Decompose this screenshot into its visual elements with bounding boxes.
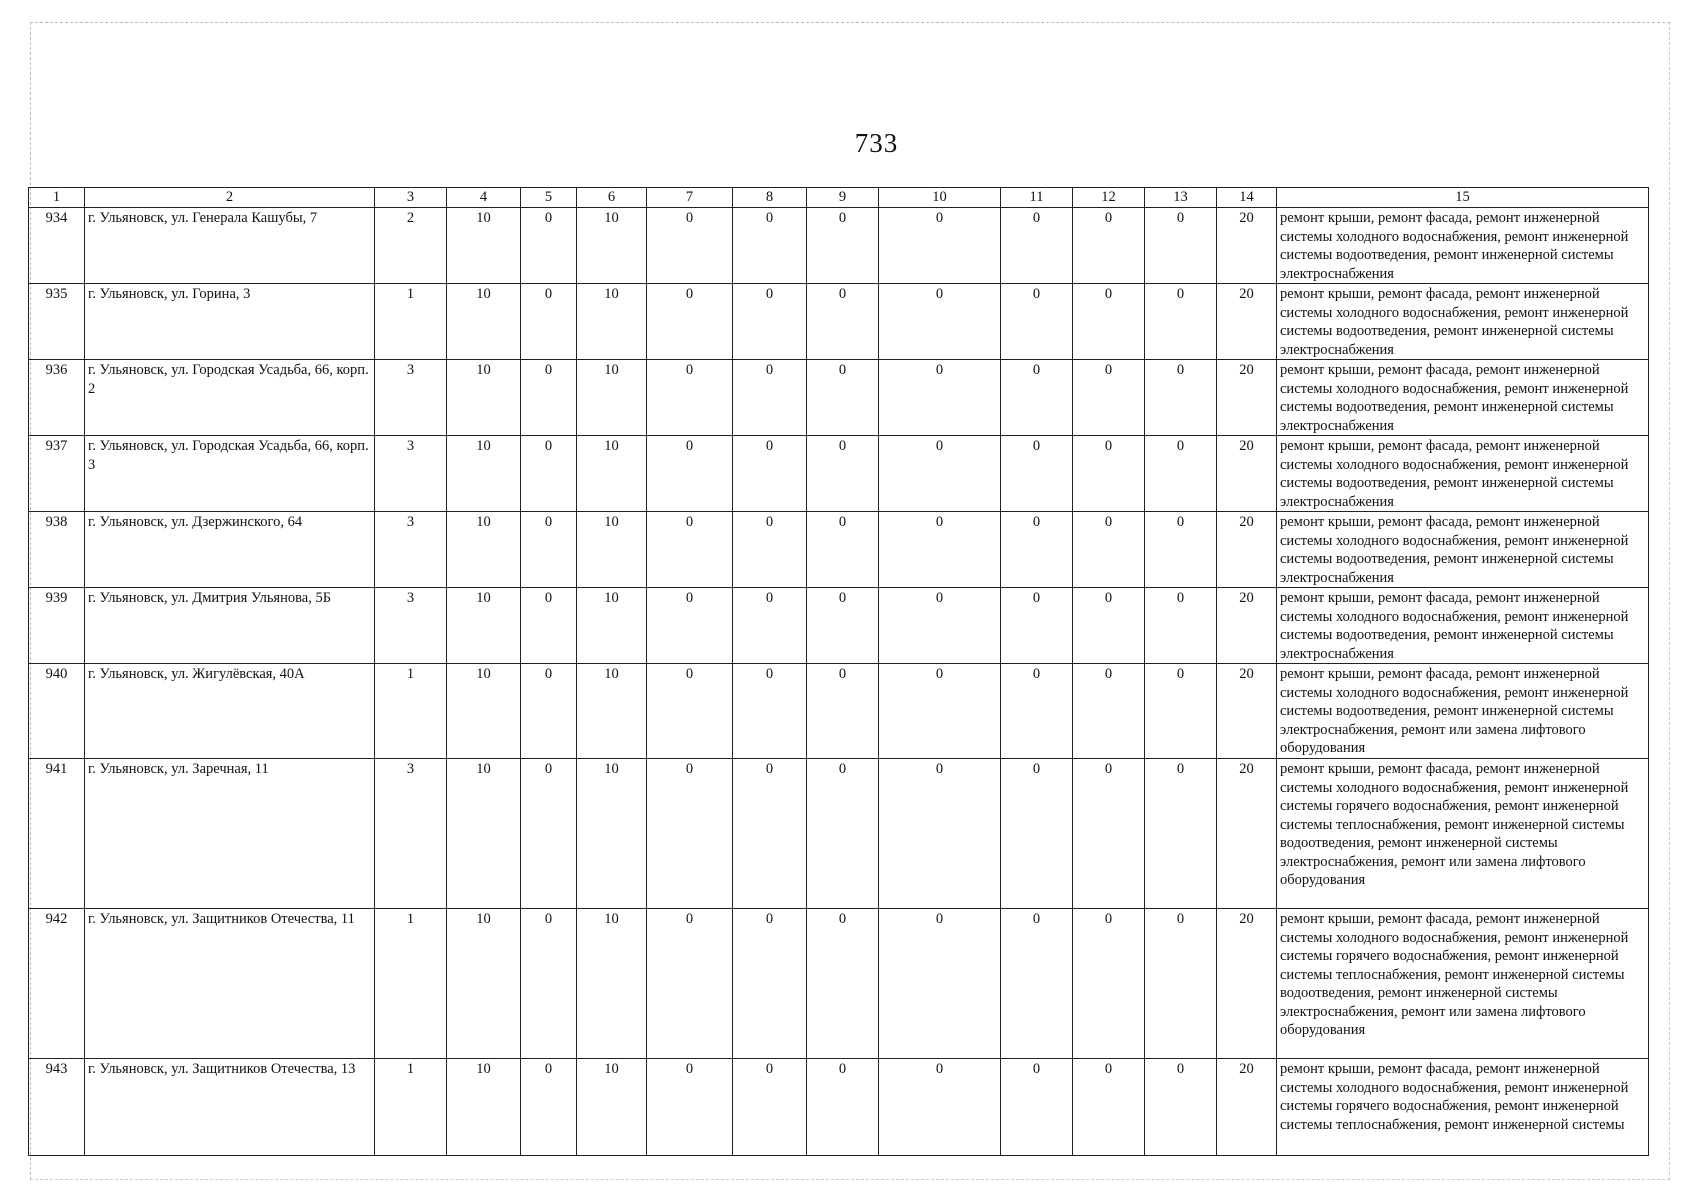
value-cell-10: 0: [879, 436, 1001, 512]
table-row: [29, 284, 1649, 360]
value-cell-9: 0: [807, 1059, 879, 1156]
row-number-cell: 936: [29, 360, 85, 436]
value-cell-9: 0: [807, 664, 879, 759]
value-cell-14: 20: [1217, 208, 1277, 284]
value-cell-14: 20: [1217, 436, 1277, 512]
value-cell-3: 1: [375, 664, 447, 759]
header-col-9: 9: [807, 188, 879, 208]
value-cell-4: 10: [447, 664, 521, 759]
table-row: [29, 588, 1649, 664]
value-cell-11: 0: [1001, 512, 1073, 588]
value-cell-3: 1: [375, 284, 447, 360]
repair-program-table: [28, 187, 1649, 1156]
value-cell-8: 0: [733, 1059, 807, 1156]
value-cell-4: 10: [447, 208, 521, 284]
address-cell: г. Ульяновск, ул. Городская Усадьба, 66, корп. 2: [85, 360, 375, 436]
value-cell-7: 0: [647, 208, 733, 284]
value-cell-9: 0: [807, 588, 879, 664]
value-cell-3: 1: [375, 1059, 447, 1156]
value-cell-11: 0: [1001, 664, 1073, 759]
value-cell-9: 0: [807, 436, 879, 512]
value-cell-11: 0: [1001, 436, 1073, 512]
value-cell-5: 0: [521, 512, 577, 588]
works-cell: ремонт крыши, ремонт фасада, ремонт инженерной системы холодного водоснабжения, ремонт инженерной системы водоотведения, ремонт инженерной системы электроснабжения: [1277, 588, 1649, 664]
value-cell-4: 10: [447, 284, 521, 360]
works-cell: ремонт крыши, ремонт фасада, ремонт инженерной системы холодного водоснабжения, ремонт инженерной системы водоотведения, ремонт инженерной системы электроснабжения: [1277, 360, 1649, 436]
value-cell-13: 0: [1145, 284, 1217, 360]
value-cell-13: 0: [1145, 664, 1217, 759]
value-cell-9: 0: [807, 360, 879, 436]
header-col-5: 5: [521, 188, 577, 208]
value-cell-4: 10: [447, 759, 521, 909]
value-cell-12: 0: [1073, 512, 1145, 588]
value-cell-7: 0: [647, 360, 733, 436]
value-cell-12: 0: [1073, 360, 1145, 436]
value-cell-14: 20: [1217, 759, 1277, 909]
table-row: [29, 664, 1649, 759]
value-cell-10: 0: [879, 909, 1001, 1059]
address-cell: г. Ульяновск, ул. Дзержинского, 64: [85, 512, 375, 588]
works-cell: ремонт крыши, ремонт фасада, ремонт инженерной системы холодного водоснабжения, ремонт инженерной системы горячего водоснабжения, ремонт инженерной системы теплоснабжения, ремонт инженерной системы водоотведения, ремонт инженерной системы электроснабжения, ремонт или замена лифтового оборудования: [1277, 909, 1649, 1059]
header-col-3: 3: [375, 188, 447, 208]
value-cell-5: 0: [521, 664, 577, 759]
page-number: 733: [854, 128, 899, 158]
header-col-1: 1: [29, 188, 85, 208]
works-cell: ремонт крыши, ремонт фасада, ремонт инженерной системы холодного водоснабжения, ремонт инженерной системы водоотведения, ремонт инженерной системы электроснабжения: [1277, 512, 1649, 588]
row-number-cell: 943: [29, 1059, 85, 1156]
value-cell-12: 0: [1073, 664, 1145, 759]
value-cell-4: 10: [447, 909, 521, 1059]
table-row: [29, 436, 1649, 512]
value-cell-8: 0: [733, 436, 807, 512]
value-cell-12: 0: [1073, 588, 1145, 664]
value-cell-13: 0: [1145, 512, 1217, 588]
header-col-11: 11: [1001, 188, 1073, 208]
value-cell-6: 10: [577, 512, 647, 588]
address-cell: г. Ульяновск, ул. Дмитрия Ульянова, 5Б: [85, 588, 375, 664]
value-cell-11: 0: [1001, 208, 1073, 284]
value-cell-5: 0: [521, 284, 577, 360]
works-cell: ремонт крыши, ремонт фасада, ремонт инженерной системы холодного водоснабжения, ремонт инженерной системы горячего водоснабжения, ремонт инженерной системы теплоснабжения, ремонт инженерной системы водоотведения, ремонт инженерной системы электроснабжения, ремонт или замена лифтового оборудования: [1277, 759, 1649, 909]
value-cell-8: 0: [733, 664, 807, 759]
value-cell-6: 10: [577, 664, 647, 759]
value-cell-14: 20: [1217, 588, 1277, 664]
value-cell-11: 0: [1001, 284, 1073, 360]
table-row: [29, 1059, 1649, 1156]
value-cell-8: 0: [733, 284, 807, 360]
header-col-15: 15: [1277, 188, 1649, 208]
value-cell-7: 0: [647, 436, 733, 512]
value-cell-5: 0: [521, 360, 577, 436]
value-cell-5: 0: [521, 208, 577, 284]
value-cell-5: 0: [521, 436, 577, 512]
value-cell-10: 0: [879, 664, 1001, 759]
value-cell-5: 0: [521, 1059, 577, 1156]
value-cell-12: 0: [1073, 208, 1145, 284]
header-col-13: 13: [1145, 188, 1217, 208]
row-number-cell: 934: [29, 208, 85, 284]
value-cell-11: 0: [1001, 759, 1073, 909]
value-cell-10: 0: [879, 284, 1001, 360]
value-cell-12: 0: [1073, 284, 1145, 360]
value-cell-5: 0: [521, 759, 577, 909]
value-cell-4: 10: [447, 1059, 521, 1156]
value-cell-14: 20: [1217, 1059, 1277, 1156]
table-row: [29, 759, 1649, 909]
value-cell-10: 0: [879, 512, 1001, 588]
value-cell-3: 2: [375, 208, 447, 284]
value-cell-8: 0: [733, 360, 807, 436]
value-cell-4: 10: [447, 588, 521, 664]
header-col-4: 4: [447, 188, 521, 208]
value-cell-9: 0: [807, 208, 879, 284]
value-cell-14: 20: [1217, 909, 1277, 1059]
header-col-8: 8: [733, 188, 807, 208]
value-cell-13: 0: [1145, 588, 1217, 664]
value-cell-9: 0: [807, 512, 879, 588]
table-body: [29, 208, 1649, 1156]
address-cell: г. Ульяновск, ул. Генерала Кашубы, 7: [85, 208, 375, 284]
value-cell-5: 0: [521, 909, 577, 1059]
value-cell-14: 20: [1217, 284, 1277, 360]
row-number-cell: 935: [29, 284, 85, 360]
value-cell-4: 10: [447, 512, 521, 588]
address-cell: г. Ульяновск, ул. Жигулёвская, 40А: [85, 664, 375, 759]
address-cell: г. Ульяновск, ул. Защитников Отечества, 11: [85, 909, 375, 1059]
value-cell-12: 0: [1073, 436, 1145, 512]
value-cell-6: 10: [577, 1059, 647, 1156]
value-cell-9: 0: [807, 284, 879, 360]
value-cell-14: 20: [1217, 664, 1277, 759]
value-cell-6: 10: [577, 436, 647, 512]
value-cell-10: 0: [879, 588, 1001, 664]
value-cell-6: 10: [577, 759, 647, 909]
value-cell-3: 3: [375, 759, 447, 909]
value-cell-13: 0: [1145, 208, 1217, 284]
value-cell-9: 0: [807, 759, 879, 909]
value-cell-8: 0: [733, 759, 807, 909]
value-cell-7: 0: [647, 512, 733, 588]
table-row: [29, 909, 1649, 1059]
value-cell-6: 10: [577, 208, 647, 284]
value-cell-8: 0: [733, 512, 807, 588]
value-cell-3: 3: [375, 360, 447, 436]
value-cell-4: 10: [447, 436, 521, 512]
row-number-cell: 941: [29, 759, 85, 909]
value-cell-7: 0: [647, 284, 733, 360]
value-cell-13: 0: [1145, 1059, 1217, 1156]
value-cell-7: 0: [647, 759, 733, 909]
table-row: [29, 360, 1649, 436]
value-cell-3: 3: [375, 512, 447, 588]
works-cell: ремонт крыши, ремонт фасада, ремонт инженерной системы холодного водоснабжения, ремонт инженерной системы водоотведения, ремонт инженерной системы электроснабжения, ремонт или замена лифтового оборудования: [1277, 664, 1649, 759]
value-cell-13: 0: [1145, 360, 1217, 436]
row-number-cell: 938: [29, 512, 85, 588]
value-cell-8: 0: [733, 208, 807, 284]
value-cell-7: 0: [647, 1059, 733, 1156]
row-number-cell: 942: [29, 909, 85, 1059]
value-cell-6: 10: [577, 360, 647, 436]
works-cell: ремонт крыши, ремонт фасада, ремонт инженерной системы холодного водоснабжения, ремонт инженерной системы водоотведения, ремонт инженерной системы электроснабжения: [1277, 436, 1649, 512]
works-cell: ремонт крыши, ремонт фасада, ремонт инженерной системы холодного водоснабжения, ремонт инженерной системы водоотведения, ремонт инженерной системы электроснабжения: [1277, 284, 1649, 360]
value-cell-10: 0: [879, 1059, 1001, 1156]
value-cell-4: 10: [447, 360, 521, 436]
value-cell-7: 0: [647, 588, 733, 664]
value-cell-14: 20: [1217, 360, 1277, 436]
header-col-7: 7: [647, 188, 733, 208]
row-number-cell: 939: [29, 588, 85, 664]
value-cell-12: 0: [1073, 909, 1145, 1059]
table-row: [29, 208, 1649, 284]
value-cell-12: 0: [1073, 1059, 1145, 1156]
value-cell-11: 0: [1001, 360, 1073, 436]
header-col-10: 10: [879, 188, 1001, 208]
address-cell: г. Ульяновск, ул. Заречная, 11: [85, 759, 375, 909]
value-cell-8: 0: [733, 588, 807, 664]
value-cell-3: 1: [375, 909, 447, 1059]
table-row: [29, 512, 1649, 588]
works-cell: ремонт крыши, ремонт фасада, ремонт инженерной системы холодного водоснабжения, ремонт инженерной системы водоотведения, ремонт инженерной системы электроснабжения: [1277, 208, 1649, 284]
value-cell-6: 10: [577, 909, 647, 1059]
value-cell-13: 0: [1145, 436, 1217, 512]
value-cell-7: 0: [647, 909, 733, 1059]
value-cell-3: 3: [375, 588, 447, 664]
header-col-6: 6: [577, 188, 647, 208]
value-cell-9: 0: [807, 909, 879, 1059]
value-cell-6: 10: [577, 284, 647, 360]
value-cell-13: 0: [1145, 909, 1217, 1059]
header-col-2: 2: [85, 188, 375, 208]
value-cell-11: 0: [1001, 1059, 1073, 1156]
header-col-14: 14: [1217, 188, 1277, 208]
value-cell-7: 0: [647, 664, 733, 759]
value-cell-11: 0: [1001, 909, 1073, 1059]
value-cell-10: 0: [879, 360, 1001, 436]
value-cell-10: 0: [879, 759, 1001, 909]
value-cell-11: 0: [1001, 588, 1073, 664]
table-header: [29, 188, 1649, 208]
value-cell-5: 0: [521, 588, 577, 664]
value-cell-12: 0: [1073, 759, 1145, 909]
row-number-cell: 940: [29, 664, 85, 759]
value-cell-14: 20: [1217, 512, 1277, 588]
address-cell: г. Ульяновск, ул. Защитников Отечества, 13: [85, 1059, 375, 1156]
value-cell-8: 0: [733, 909, 807, 1059]
works-cell: ремонт крыши, ремонт фасада, ремонт инженерной системы холодного водоснабжения, ремонт инженерной системы горячего водоснабжения, ремонт инженерной системы теплоснабжения, ремонт инженерной системы: [1277, 1059, 1649, 1156]
value-cell-13: 0: [1145, 759, 1217, 909]
value-cell-10: 0: [879, 208, 1001, 284]
address-cell: г. Ульяновск, ул. Городская Усадьба, 66, корп. 3: [85, 436, 375, 512]
header-col-12: 12: [1073, 188, 1145, 208]
value-cell-6: 10: [577, 588, 647, 664]
address-cell: г. Ульяновск, ул. Горина, 3: [85, 284, 375, 360]
row-number-cell: 937: [29, 436, 85, 512]
value-cell-3: 3: [375, 436, 447, 512]
